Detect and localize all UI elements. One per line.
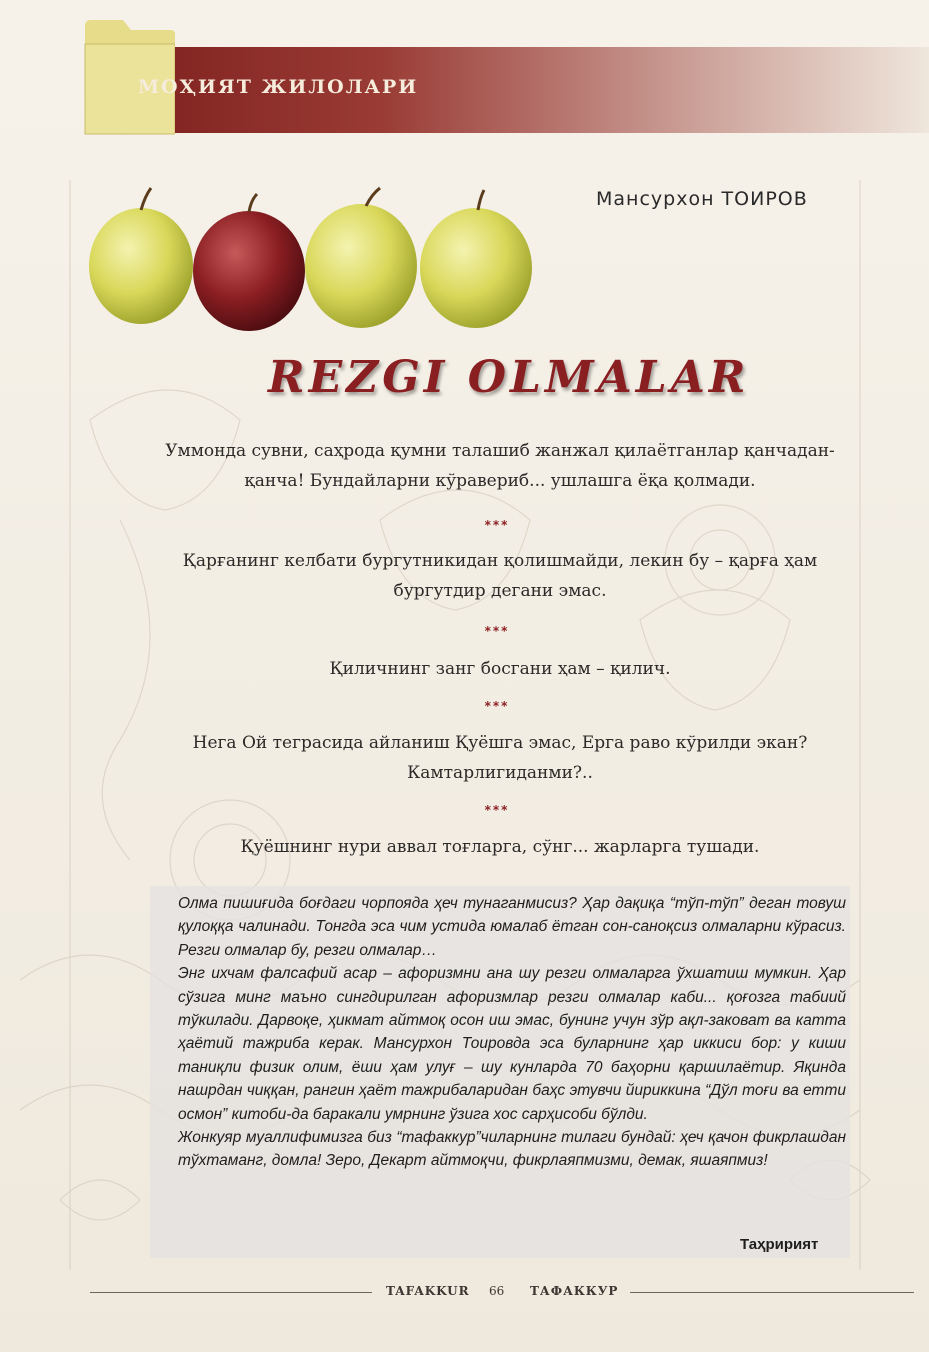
editorial-paragraph-1: Олма пишиғида боғдаги чорпояда ҳеч тунаганмисиз? Ҳар дақиқа “тўп-тўп” деган товуш қулоққа чалинади. Тонгда эса чим устида юмалаб ётган сон-саноқсиз олмаларни кўрасиз. Резги олмалар бу, резги олмалар… — [178, 895, 846, 959]
page-number: 66 — [489, 1284, 505, 1298]
green-apple-1 — [89, 208, 193, 324]
editorial-paragraph-3: Жонкуяр муаллифимизга биз “тафаккур”чиларнинг тилаги бундай: ҳеч қачон фикрлашдан тўхтаманг, домла! Зеро, Декарт айтмоқчи, фикрлаяпмизми, демак, яшаяпмиз! — [178, 1129, 846, 1170]
separator-1: *** — [484, 518, 510, 532]
editorial-note — [178, 892, 846, 1173]
apples-illustration — [86, 186, 546, 334]
aphorism-4: Нега Ой теграсида айланиш Қуёшга эмас, Ерга раво кўрилди экан? Камтарлигиданми?.. — [192, 733, 808, 783]
editorial-paragraph-2: Энг ихчам фалсафий асар – афоризмни ана шу резги олмаларга ўхшатиш мумкин. Ҳар сўзига минг маъно сингдирилган афоризмлар резги олмалар каби... қоғозга табиий тўкилади. Дарвоқе, ҳикмат айтмоқ осон иш эмас, бунинг учун зўр ақл-заковат ва катта ҳаётий тажриба керак. Мансурхон Тоировда эса буларнинг ҳар иккиси бор: у киши таниқли физик олим, ёши ҳам улуғ – шу кунларда 70 баҳорни қаршилаётир. Яқинда нашрдан чиққан, рангин ҳаёт тажрибаларидан баҳс этувчи йириккина “Дўл тоғи ва етти осмон” китоби-да баракали умрнинг ўзига хос сарҳисоби бўлди. — [178, 965, 846, 1123]
green-apple-2 — [305, 204, 417, 328]
footer-magazine-latin: TAFAKKUR — [386, 1284, 470, 1298]
aphorism-5: Қуёшнинг нури аввал тоғларга, сўнг... жарларга тушади. — [240, 837, 760, 857]
editorial-signature: Таҳририят — [740, 1236, 819, 1253]
footer-rule-left — [90, 1292, 372, 1293]
separator-3: *** — [484, 699, 510, 713]
footer-magazine-cyrillic: ТАФАККУР — [530, 1284, 619, 1298]
section-title: МОҲИЯТ ЖИЛОЛАРИ — [138, 76, 419, 98]
aphorism-2: Қарғанинг келбати бургутникидан қолишмайди, лекин бу – қарға ҳам бургутдир дегани эмас. — [182, 551, 818, 601]
red-apple — [193, 211, 305, 331]
separator-2: *** — [484, 624, 510, 638]
aphorism-3: Қиличнинг занг босгани ҳам – қилич. — [329, 659, 671, 679]
aphorism-1: Уммонда сувни, саҳрода қумни талашиб жанжал қилаётганлар қанчадан-қанча! Бундайларни кўравериб... ушлашга ёқа қолмади. — [165, 441, 835, 491]
separator-4: *** — [484, 803, 510, 817]
footer-rule-right — [630, 1292, 914, 1293]
author-name: Мансурхон ТОИРОВ — [596, 188, 808, 210]
article-title: REZGI OLMALAR — [268, 352, 750, 403]
green-apple-3 — [420, 208, 532, 328]
